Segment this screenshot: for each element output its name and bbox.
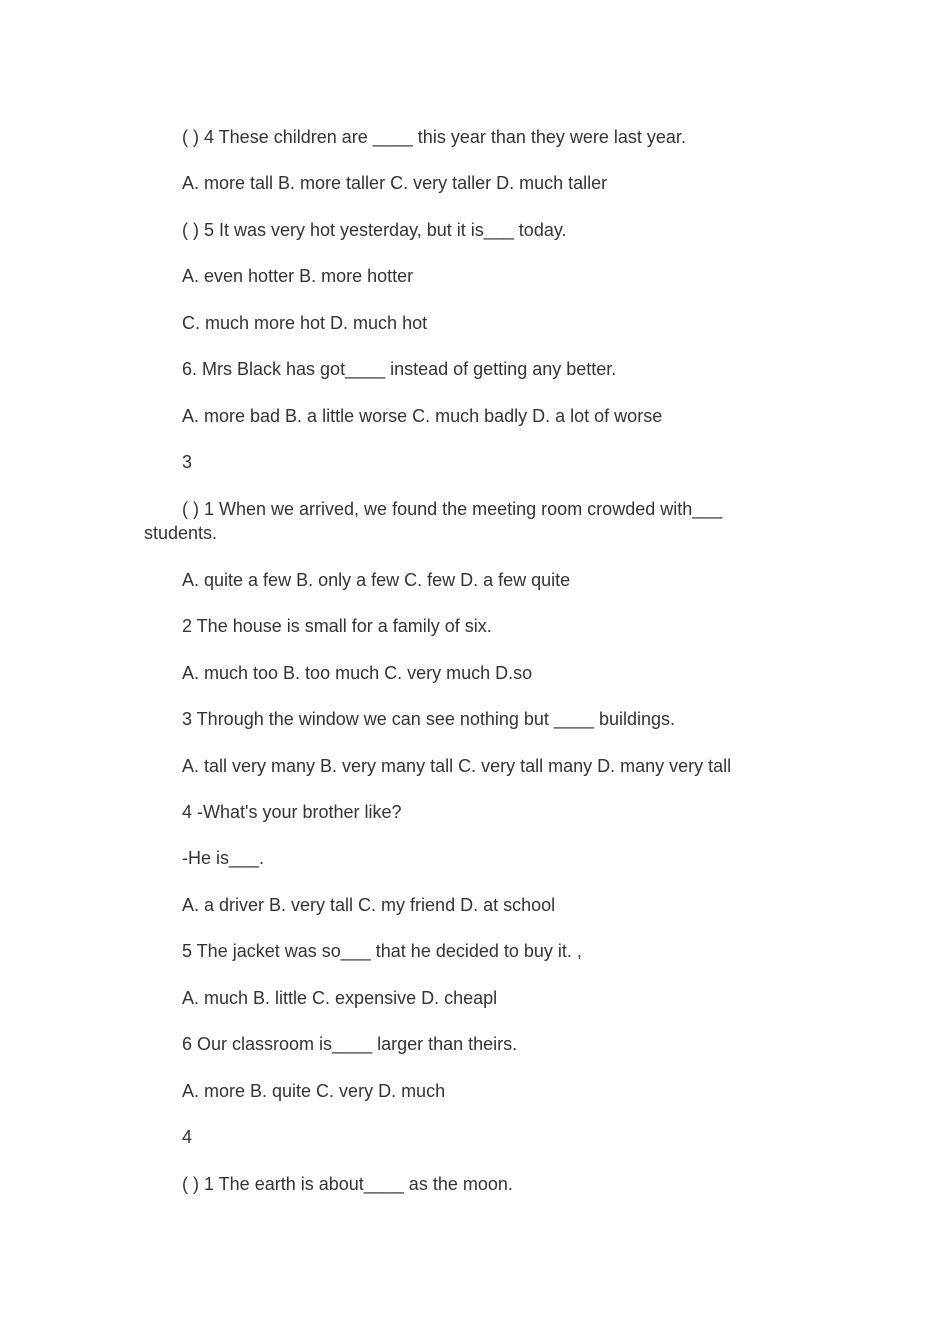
question-5-options-ab: A. even hotter B. more hotter bbox=[182, 266, 414, 286]
section3-question-6-text: 6 Our classroom is____ larger than theirs. bbox=[182, 1034, 518, 1054]
section3-question-1-text: ( ) 1 When we arrived, we found the meeting room crowded with___ bbox=[182, 499, 723, 519]
section-number-4: 4 bbox=[182, 1127, 193, 1147]
section4-question-1-text: ( ) 1 The earth is about____ as the moon. bbox=[182, 1174, 513, 1194]
question-4-options: A. more tall B. more taller C. very taller D. much taller bbox=[182, 173, 608, 193]
section3-question-2-text: 2 The house is small for a family of six. bbox=[182, 616, 492, 636]
section3-question-3-options: A. tall very many B. very many tall C. very tall many D. many very tall bbox=[182, 756, 732, 776]
section3-question-4-answer-line: -He is___. bbox=[182, 848, 265, 868]
question-5-text: ( ) 5 It was very hot yesterday, but it is___ today. bbox=[182, 220, 567, 240]
section3-question-5-text: 5 The jacket was so___ that he decided to buy it. , bbox=[182, 941, 582, 961]
question-4-text: ( ) 4 These children are ____ this year than they were last year. bbox=[182, 127, 686, 147]
section-number-3: 3 bbox=[182, 452, 193, 472]
section3-question-1-options: A. quite a few B. only a few C. few D. a few quite bbox=[182, 570, 571, 590]
section3-question-6-options: A. more B. quite C. very D. much bbox=[182, 1081, 446, 1101]
section3-question-4-options: A. a driver B. very tall C. my friend D. at school bbox=[182, 895, 556, 915]
question-5-options-cd: C. much more hot D. much hot bbox=[182, 313, 428, 333]
question-6-text: 6. Mrs Black has got____ instead of getting any better. bbox=[182, 359, 617, 379]
question-6-options: A. more bad B. a little worse C. much badly D. a lot of worse bbox=[182, 406, 663, 426]
section3-question-5-options: A. much B. little C. expensive D. cheapl bbox=[182, 988, 498, 1008]
section3-question-1-text-continued: students. bbox=[144, 523, 218, 543]
section3-question-4-text: 4 -What's your brother like? bbox=[182, 802, 402, 822]
section3-question-3-text: 3 Through the window we can see nothing but ____ buildings. bbox=[182, 709, 676, 729]
section3-question-2-options: A. much too B. too much C. very much D.so bbox=[182, 663, 533, 683]
